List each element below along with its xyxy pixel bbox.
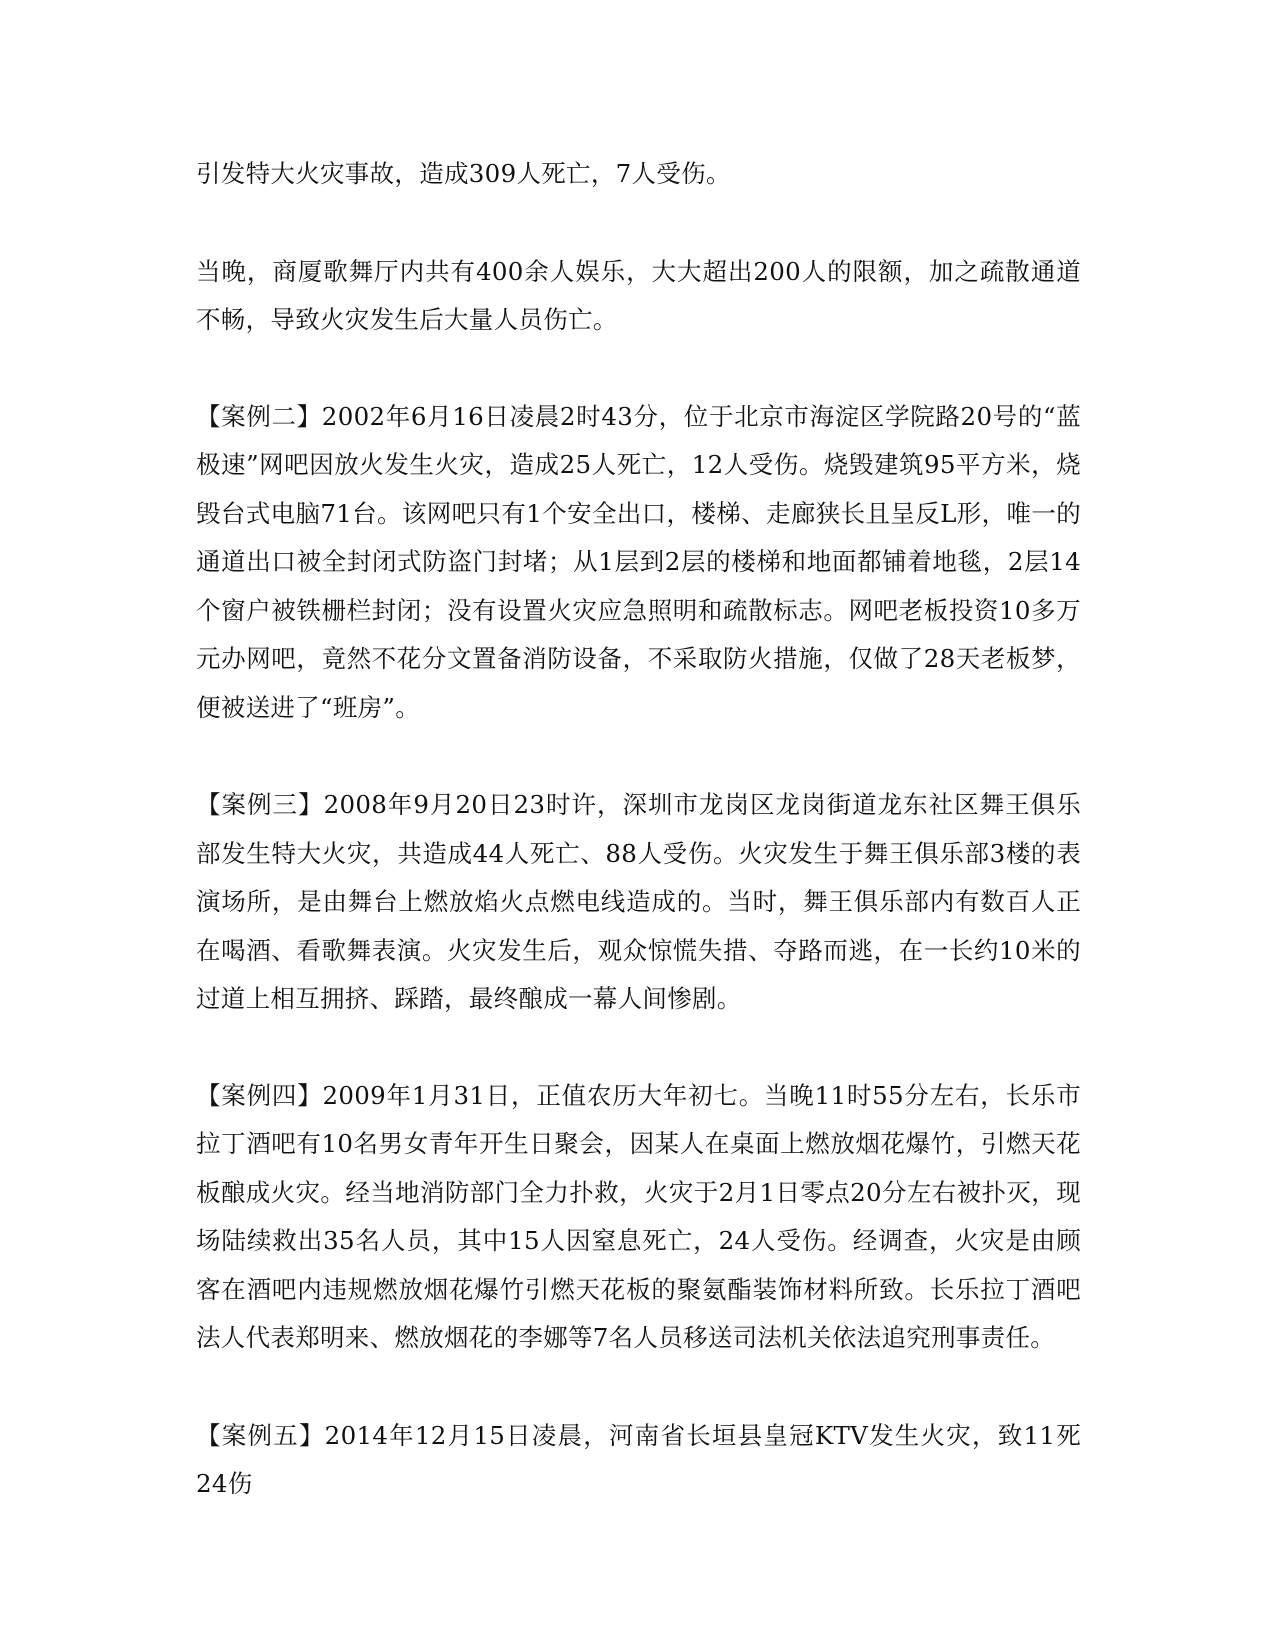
paragraph-dance-hall-overcrowding: 当晚，商厦歌舞厅内共有400余人娱乐，大大超出200人的限额，加之疏散通道不畅，导致火灾发生后大量人员伤亡。 xyxy=(196,256,1081,334)
paragraph-case-four: 【案例四】2009年1月31日，正值农历大年初七。当晚11时55分左右，长乐市拉丁酒吧有10名男女青年开生日聚会，因某人在桌面上燃放烟花爆竹，引燃天花板酿成火灾。经当地消防部门全力扑救，火灾于2月1日零点20分左右被扑灭，现场陆续救出35名人员，其中15人因窒息死亡，24人受伤。经调查，火灾是由顾客在酒吧内违规燃放烟花爆竹引燃天花板的聚氨酯装饰材料所致。长乐拉丁酒吧法人代表郑明来、燃放烟花的李娜等7名人员移送司法机关依法追究刑事责任。 xyxy=(196,1080,1081,1352)
paragraph-case-three: 【案例三】2008年9月20日23时许，深圳市龙岗区龙岗街道龙东社区舞王俱乐部发生特大火灾，共造成44人死亡、88人受伤。火灾发生于舞王俱乐部3楼的表演场所，是由舞台上燃放焰火点燃电线造成的。当时，舞王俱乐部内有数百人正在喝酒、看歌舞表演。火灾发生后，观众惊慌失措、夺路而逃，在一长约10米的过道上相互拥挤、踩踏，最终酿成一幕人间惨剧。 xyxy=(196,790,1081,1013)
document-body xyxy=(196,150,1081,1509)
paragraph-fire-casualties: 引发特大火灾事故，造成309人死亡，7人受伤。 xyxy=(196,159,731,188)
paragraph-case-five: 【案例五】2014年12月15日凌晨，河南省长垣县皇冠KTV发生火灾，致11死24伤 xyxy=(196,1420,1081,1498)
paragraph-case-two: 【案例二】2002年6月16日凌晨2时43分，位于北京市海淀区学院路20号的“蓝极速”网吧因放火发生火灾，造成25人死亡，12人受伤。烧毁建筑95平方米，烧毁台式电脑71台。该网吧只有1个安全出口，楼梯、走廊狭长且呈反L形，唯一的通道出口被全封闭式防盗门封堵；从1层到2层的楼梯和地面都铺着地毯，2层14个窗户被铁栅栏封闭；没有设置火灾应急照明和疏散标志。网吧老板投资10多万元办网吧，竟然不花分文置备消防设备，不采取防火措施，仅做了28天老板梦，便被送进了“班房”。 xyxy=(196,401,1081,722)
